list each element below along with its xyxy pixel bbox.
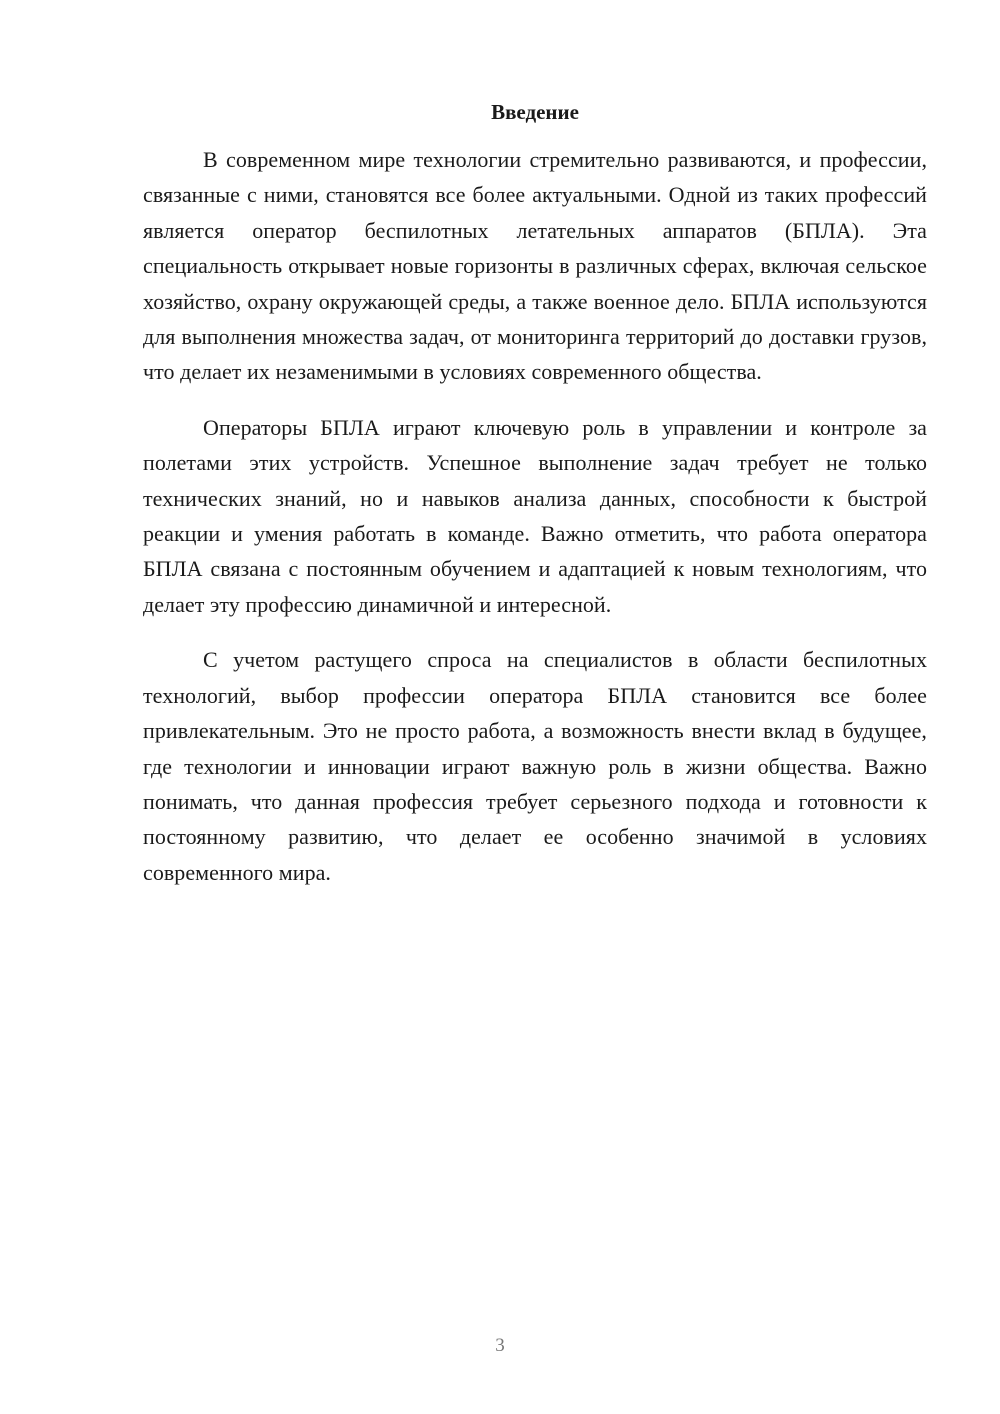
page-number: 3	[495, 1335, 505, 1356]
paragraph-1: В современном мире технологии стремительно развиваются, и профессии, связанные с ними, становятся все более актуальными. Одной из таких профессий является оператор беспилотных летательных аппаратов (БПЛА). Эта специальность открывает новые горизонты в различных сферах, включая сельское хозяйство, охрану окружающей среды, а также военное дело. БПЛА используются для выполнения множества задач, от мониторинга территорий до доставки грузов, что делает их незаменимыми в условиях современного общества.	[143, 147, 927, 385]
body-text	[143, 142, 927, 910]
section-heading: Введение	[491, 100, 579, 124]
paragraph-2: Операторы БПЛА играют ключевую роль в управлении и контроле за полетами этих устройств. Успешное выполнение задач требует не только технических знаний, но и навыков анализа данных, способности к быстрой реакции и умения работать в команде. Важно отметить, что работа оператора БПЛА связана с постоянным обучением и адаптацией к новым технологиям, что делает эту профессию динамичной и интересной.	[143, 414, 927, 617]
paragraph-3: С учетом растущего спроса на специалистов в области беспилотных технологий, выбор профессии оператора БПЛА становится все более привлекательным. Это не просто работа, а возможность внести вклад в будущее, где технологии и инновации играют важную роль в жизни общества. Важно понимать, что данная профессия требует серьезного подхода и готовности к постоянному развитию, что делает ее особенно значимой в условиях современного мира.	[143, 647, 927, 885]
